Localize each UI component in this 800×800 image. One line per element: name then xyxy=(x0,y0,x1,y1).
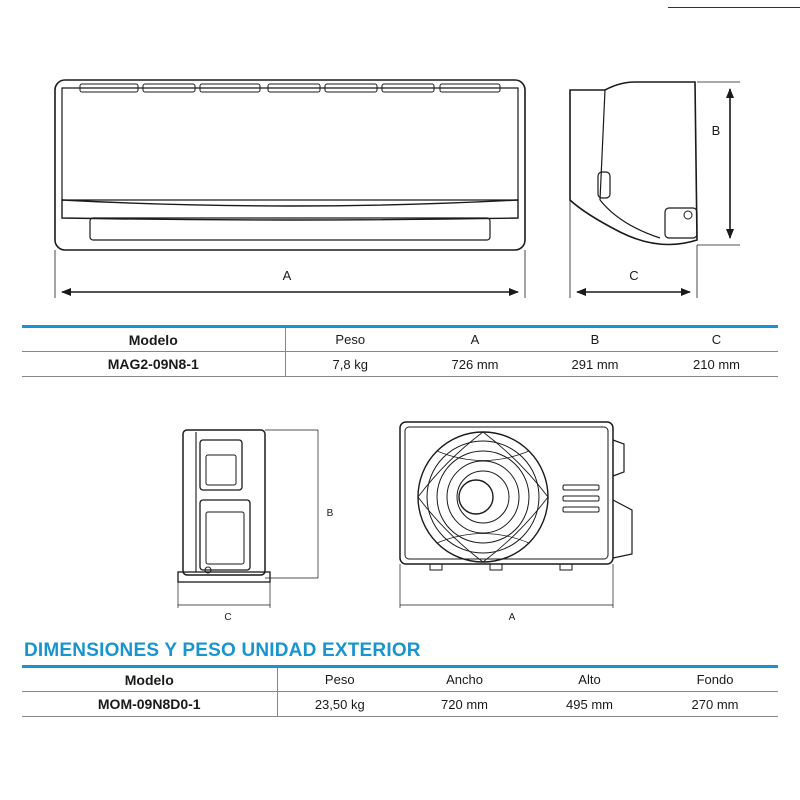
indoor-c-value: 210 mm xyxy=(655,352,778,377)
outdoor-ancho-value: 720 mm xyxy=(402,692,527,717)
outdoor-dim-c-label: C xyxy=(224,612,232,623)
outdoor-unit-front-view xyxy=(400,422,632,608)
indoor-unit-front-view xyxy=(55,80,525,298)
indoor-header-b: B xyxy=(535,327,655,352)
outdoor-dim-a-label: A xyxy=(508,612,516,623)
indoor-b-value: 291 mm xyxy=(535,352,655,377)
indoor-unit-side-view xyxy=(570,82,740,298)
indoor-peso-value: 7,8 kg xyxy=(285,352,415,377)
indoor-a-value: 726 mm xyxy=(415,352,535,377)
outdoor-model-value: MOM-09N8D0-1 xyxy=(22,692,277,717)
outdoor-header-modelo: Modelo xyxy=(22,667,277,692)
outdoor-header-alto: Alto xyxy=(527,667,652,692)
outdoor-alto-value: 495 mm xyxy=(527,692,652,717)
outdoor-header-ancho: Ancho xyxy=(402,667,527,692)
indoor-dim-b-label: B xyxy=(711,123,721,138)
indoor-header-a: A xyxy=(415,327,535,352)
outdoor-dim-b-label: B xyxy=(326,508,334,519)
indoor-header-peso: Peso xyxy=(285,327,415,352)
indoor-table-row xyxy=(22,352,778,377)
outdoor-table-row xyxy=(22,692,778,717)
outdoor-fondo-value: 270 mm xyxy=(652,692,778,717)
indoor-table-header-row xyxy=(22,327,778,352)
outdoor-unit-side-view xyxy=(178,430,318,608)
outdoor-header-peso: Peso xyxy=(277,667,402,692)
outdoor-table-header-row xyxy=(22,667,778,692)
outdoor-spec-table xyxy=(22,665,778,717)
indoor-dim-a-label: A xyxy=(282,268,292,283)
indoor-spec-table xyxy=(22,325,778,377)
indoor-dim-c-label: C xyxy=(629,268,639,283)
outdoor-section-title: DIMENSIONES Y PESO UNIDAD EXTERIOR xyxy=(24,640,421,661)
outdoor-peso-value: 23,50 kg xyxy=(277,692,402,717)
indoor-header-c: C xyxy=(655,327,778,352)
outdoor-header-fondo: Fondo xyxy=(652,667,778,692)
indoor-model-value: MAG2-09N8-1 xyxy=(22,352,285,377)
indoor-header-modelo: Modelo xyxy=(22,327,285,352)
